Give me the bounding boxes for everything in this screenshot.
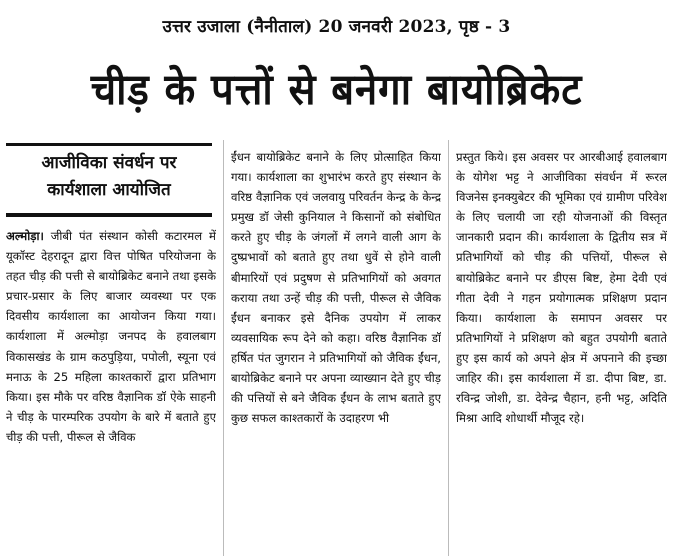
article-column-2-text: ईंधन बायोब्रिकेट बनाने के लिए प्रोत्साहित किया गया। कार्यशाला का शुभारंभ करते हुए संस्थान के वरिष्ठ वैज्ञानिक एवं जलवायु परिवर्तन केन्द्र के केन्द्र प्रमुख डॉ जेसी कुनियाल ने किसानों को संबोधित करते हुए चीड़ के जंगलों में लगने वाली आग के दुष्प्रभावों को बताते हुए तथा धुवें से होने वाली बीमारियों एवं प्रदुषण से प्रतिभागियों को अवगत कराया तथा उन्हें चीड़ की पत्ती, पीरूल से जैविक ईंधन बनाकर इसे दैनिक उपयोग में लाकर व्यवसायिक रूप देने को कहा। वरिष्ठ वैज्ञानिक डॉ हर्षित पंत जुगरान ने प्रतिभागियों को जैविक ईंधन, बायोब्रिकेट बनाने पर अपना व्याख्यान देते हुए चीड़ की पत्तियों से बने जैविक ईंधन के लाभ बताते हुए कुछ सफल काश्तकारों के उदाहरण भी <box>231 150 441 426</box>
subhead-rule <box>6 143 212 146</box>
subhead-line-1: आजीविका संवर्धन पर <box>41 153 177 173</box>
article-column-1-text: जीबी पंत संस्थान कोसी कटारमल में यूकॉस्ट देहरादून द्वारा वित्त पोषित परियोजना के तहत चीड़ की पत्ती से बायोब्रिकेट बनाने तथा इसके प्रचार-प्रसार के लिए बाजार व्यवस्था पर एक दिवसीय कार्यशाला का आयोजन किया गया। कार्यशाला में अल्मोड़ा जनपद के हवालबाग विकासखंड के ग्राम कठपुड़िया, पपोली, स्यूना एवं मनाऊ के 25 महिला काश्तकारों द्वारा प्रतिभाग किया। इस मौके पर वरिष्ठ वैज्ञानिक डॉ ऐके साहनी ने चीड़ के पारम्परिक उपयोग के बारे में बताते हुए चीड़ की पत्ती, पीरूल से जैविक <box>6 229 216 444</box>
article-column-2 <box>231 147 441 555</box>
headline: चीड़ के पत्तों से बनेगा बायोब्रिकेट <box>90 65 583 115</box>
subhead-line-2: कार्यशाला आयोजित <box>47 180 171 200</box>
masthead: उत्तर उजाला (नैनीताल) 20 जनवरी 2023, पृष्ठ - 3 <box>162 17 511 37</box>
subhead-box <box>6 143 212 217</box>
column-divider <box>448 140 449 556</box>
article-column-3 <box>456 147 667 555</box>
dateline: अल्मोड़ा। <box>6 229 44 243</box>
article-column-3-text: प्रस्तुत किये। इस अवसर पर आरबीआई हवालबाग के योगेश भट्ट ने आजीविका संवर्धन में रूरल विजनेस इनक्युबेटर की भूमिका एवं ग्रामीण परिवेश के लिए चलायी जा रही योजनाओं की विस्तृत जानकारी प्रदान की। कार्यशाला के द्वितीय सत्र में प्रतिभागियों को चीड़ की पत्तियों, पीरूल से बायोब्रिकेट बनाने पर डीएस बिष्ट, हेमा देवी एवं गीता देवी ने गहन प्रयोगात्मक प्रशिक्षण प्रदान किया। कार्यशाला के समापन अवसर पर प्रतिभागियों ने प्रशिक्षण को बहुत उपयोगी बताते हुए इस कार्य को अपने क्षेत्र में अपनाने की इच्छा जाहिर की। इस कार्यशाला में डा. दीपा बिष्ट, डा. रविन्द्र जोशी, डा. देवेन्द्र चैहान, हनी भट्ट, अदिति मिश्रा आदि शोधार्थी मौजूद रहे। <box>456 150 667 426</box>
article-column-1 <box>6 226 216 556</box>
column-divider <box>223 140 224 556</box>
